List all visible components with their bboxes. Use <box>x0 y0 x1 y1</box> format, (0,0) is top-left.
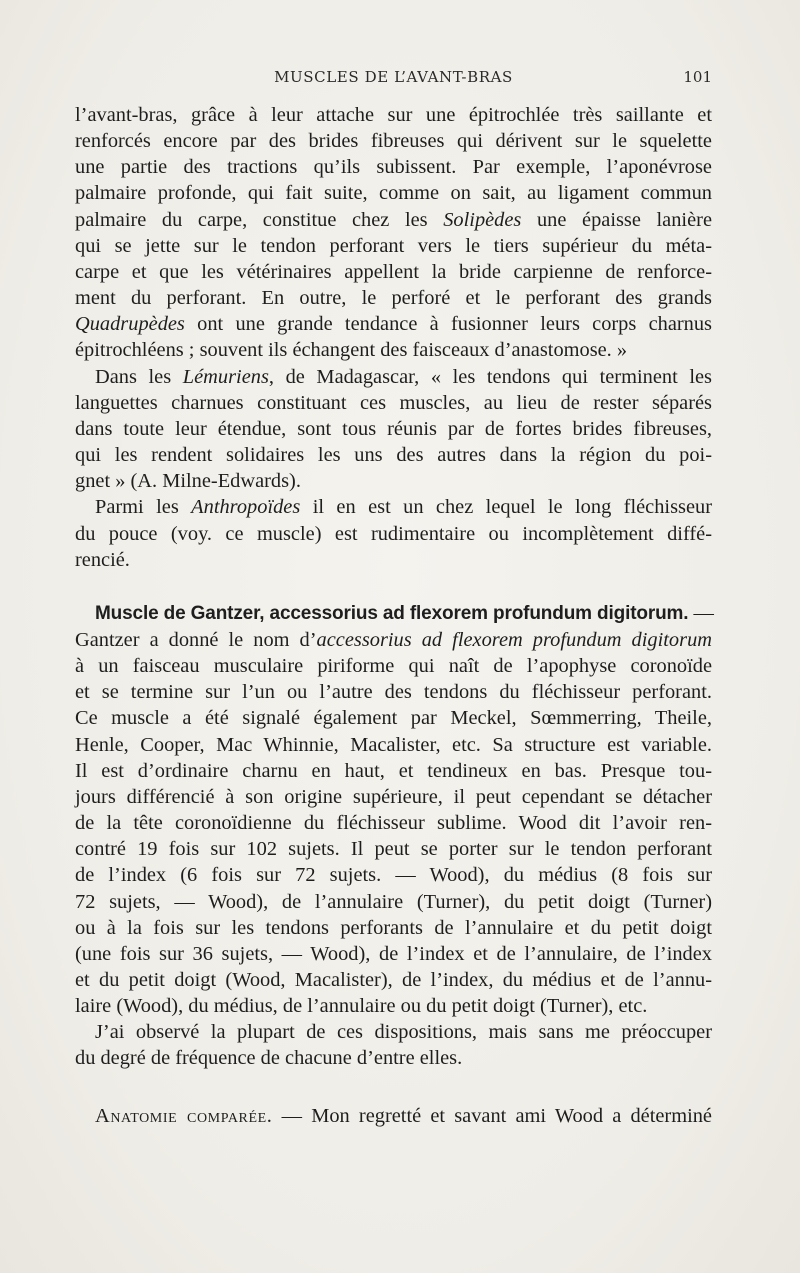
text-line: jours différencié à son origine supérieure, il peut cependant se détacher <box>75 785 712 808</box>
text-span: — <box>688 601 714 624</box>
text-line: qui se jette sur le tendon perforant vers le tiers supérieur du méta- <box>75 234 712 257</box>
running-title: MUSCLES DE L’AVANT-BRAS <box>274 68 513 86</box>
text-line: Ce muscle a été signalé également par Meckel, Sœmmerring, Theile, <box>75 707 712 730</box>
italic-term: Quadrupèdes <box>75 313 185 336</box>
italic-term: Lémuriens <box>182 365 269 388</box>
text-line: de la tête coronoïdienne du fléchisseur sublime. Wood dit l’avoir ren- <box>75 812 712 835</box>
text-line: qui les rendent solidaires les uns des autres dans la région du poi- <box>75 444 712 467</box>
text-line: rencié. <box>75 548 130 571</box>
italic-term: Solipèdes <box>443 208 522 231</box>
text-line: (une fois sur 36 sujets, — Wood), de l’index et de l’annulaire, de l’index <box>75 942 712 965</box>
text-span: ont une grande tendance à fusionner leurs corps charnus <box>184 313 712 336</box>
text-line: ment du perforant. En outre, le perforé et le perforant des grands <box>75 287 712 310</box>
paragraph-anthropoides <box>75 494 712 572</box>
text-line: à un faisceau musculaire piriforme qui naît de l’apophyse coronoïde <box>75 655 712 678</box>
text-span: Dans les <box>95 365 183 388</box>
text-line <box>75 1103 712 1129</box>
text-line: palmaire profonde, qui fait suite, comme on sait, au ligament commun <box>75 182 712 205</box>
text-line <box>75 311 712 337</box>
running-head <box>75 66 712 88</box>
text-span: il en est un chez lequel le long fléchisseur <box>300 496 712 519</box>
text-line: carpe et que les vétérinaires appellent la bride carpienne de renforce- <box>75 260 712 283</box>
body-text <box>75 102 712 1129</box>
text-line <box>75 494 712 520</box>
text-span: Gantzer a donné le nom d’ <box>75 628 317 651</box>
text-line: dans toute leur étendue, sont tous réunis par de fortes brides fibreuses, <box>75 417 712 440</box>
text-span: , de Madagascar, « les tendons qui terminent les <box>268 365 712 388</box>
italic-term: Anthropoïdes <box>191 496 301 519</box>
text-span: Parmi les <box>95 496 192 519</box>
paragraph-lemuriens <box>75 364 712 495</box>
text-line: l’avant-bras, grâce à leur attache sur une épitrochlée très saillante et <box>75 104 712 126</box>
text-line <box>75 364 712 390</box>
text-span: une épaisse lanière <box>521 208 712 231</box>
text-line: du degré de fréquence de chacune d’entre elles. <box>75 1047 463 1070</box>
text-line <box>75 207 712 233</box>
text-span: — Mon regretté et savant ami Wood a déterminé <box>272 1104 712 1127</box>
text-line: laire (Wood), du médius, de l’annulaire ou du petit doigt (Turner), etc. <box>75 995 648 1018</box>
text-line <box>75 627 712 653</box>
text-line: Il est d’ordinaire charnu en haut, et tendineux en bas. Presque tou- <box>75 759 712 782</box>
text-span: palmaire du carpe, constitue chez les <box>75 208 444 231</box>
text-line: Henle, Cooper, Mac Whinnie, Macalister, etc. Sa structure est variable. <box>75 733 712 756</box>
text-line: 72 sujets, — Wood), de l’annulaire (Turner), du petit doigt (Turner) <box>75 890 712 913</box>
text-line: et du petit doigt (Wood, Macalister), de l’index, du médius et de l’annu- <box>75 969 712 991</box>
text-line: ou à la fois sur les tendons perforants de l’annulaire et du petit doigt <box>75 916 712 939</box>
paragraph-continuation <box>75 102 712 364</box>
italic-term: accessorius ad flexorem profundum digitorum <box>316 628 712 651</box>
section-label: Anatomie comparée. <box>95 1104 273 1127</box>
text-line: et se termine sur l’un ou l’autre des tendons du fléchisseur perforant. <box>75 681 712 704</box>
section-gantzer <box>75 600 712 1020</box>
text-line: renforcés encore par des brides fibreuses qui dérivent sur le squelette <box>75 130 712 153</box>
text-line: de l’index (6 fois sur 72 sujets. — Wood), du médius (8 fois sur <box>75 864 712 887</box>
text-line: du pouce (voy. ce muscle) est rudimentaire ou incomplètement diffé- <box>75 522 712 545</box>
section-heading-line <box>75 600 712 627</box>
paragraph-observation <box>75 1019 712 1071</box>
text-line: épitrochléens ; souvent ils échangent des faisceaux d’anastomose. » <box>75 339 628 362</box>
section-heading: Muscle de Gantzer, accessorius ad flexorem profundum digitorum. <box>95 602 689 624</box>
text-line: J’ai observé la plupart de ces dispositions, mais sans me préoccuper <box>95 1021 712 1044</box>
page-number: 101 <box>683 68 712 86</box>
text-line: contré 19 fois sur 102 sujets. Il peut se porter sur le tendon perforant <box>75 838 712 861</box>
section-anatomie-comparee <box>75 1103 712 1129</box>
text-line: gnet » (A. Milne-Edwards). <box>75 470 301 493</box>
text-line: une partie des tractions qu’ils subissent. Par exemple, l’aponévrose <box>75 156 712 179</box>
text-line: languettes charnues constituant ces muscles, au lieu de rester séparés <box>75 391 712 414</box>
